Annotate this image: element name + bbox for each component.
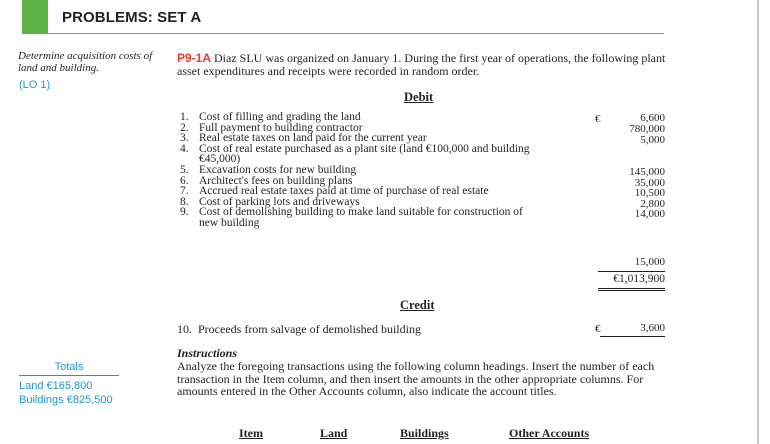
- currency-symbol: €: [595, 113, 601, 125]
- column-heading-buildings: Buildings: [400, 426, 449, 440]
- credit-item: 10. Proceeds from salvage of demolished building: [177, 322, 421, 336]
- debit-total: €1,013,900: [613, 273, 665, 285]
- check-figures: [19, 360, 119, 407]
- list-item: 4. Cost of real estate purchased as a plant site (land €100,000 and building €45,000): [180, 142, 530, 166]
- column-heading-other-accounts: Other Accounts: [509, 426, 590, 440]
- debit-amount: 145,000: [629, 166, 665, 178]
- subtotal-rule: [598, 271, 665, 272]
- debit-heading: Debit: [404, 90, 434, 104]
- list-item: 1. Cost of filling and grading the land: [180, 111, 361, 123]
- debit-amount: 35,000: [634, 176, 665, 189]
- debit-amount: 5,000: [640, 134, 665, 146]
- list-item: 5. Excavation costs for new building: [180, 163, 357, 176]
- list-item: 6. Architect's fees on building plans: [180, 174, 353, 187]
- debit-amount: 10,500: [634, 187, 665, 199]
- currency-symbol: €: [595, 323, 601, 335]
- problem-intro: [177, 52, 667, 78]
- check-figure-land: Land €165,800: [19, 380, 93, 392]
- debit-amount: 780,000: [629, 123, 665, 135]
- check-figure-buildings: Buildings €825,500: [19, 394, 113, 406]
- page-edge-rule: [757, 0, 759, 444]
- credit-heading: Credit: [400, 298, 435, 312]
- header-accent-block: [22, 0, 48, 34]
- debit-items-list: [180, 112, 600, 229]
- header-rule: [48, 33, 664, 34]
- list-item: 8. Cost of parking lots and driveways: [180, 195, 360, 208]
- problem-intro-text: Diaz SLU was organized on January 1. During the first year of operations, the following plant asset expenditures and receipts were recorded in random order.: [177, 51, 666, 78]
- debit-amount: 6,600: [640, 112, 665, 124]
- debit-amount: 14,000: [634, 208, 665, 220]
- column-heading-item: Item: [239, 426, 263, 440]
- list-item: 2. Full payment to building contractor: [180, 121, 363, 134]
- credit-amount: 3,600: [640, 322, 665, 334]
- credit-double-rule: [600, 336, 665, 337]
- instructions-text: Analyze the foregoing transactions using the following column headings. Insert the number of each transaction in the Item column, and then insert the amounts in the other appropriate columns. For amounts entered in the Other Accounts column, also indicate the account titles.: [177, 359, 655, 399]
- list-item: 9. Cost of demolishing building to make land suitable for construction of new building: [180, 206, 523, 229]
- instructions-heading: Instructions: [177, 346, 238, 360]
- section-title: PROBLEMS: SET A: [62, 9, 202, 26]
- column-heading-land: Land: [320, 426, 348, 440]
- learning-objective-ref: (LO 1): [19, 79, 51, 91]
- debit-amount: 15,000: [634, 256, 665, 268]
- list-item: 7. Accrued real estate taxes paid at time of purchase of real estate: [180, 185, 489, 198]
- total-double-rule: [598, 288, 665, 289]
- debit-amount: 2,800: [640, 197, 665, 210]
- list-item: 3. Real estate taxes on land paid for the current year: [180, 132, 427, 145]
- section-header: [22, 0, 664, 34]
- total-double-rule: [598, 290, 665, 291]
- learning-objective-note: Determine acquisition costs of land and building.: [18, 50, 153, 74]
- problem-number: P9-1A: [177, 51, 212, 65]
- check-figures-heading: Totals: [19, 360, 119, 376]
